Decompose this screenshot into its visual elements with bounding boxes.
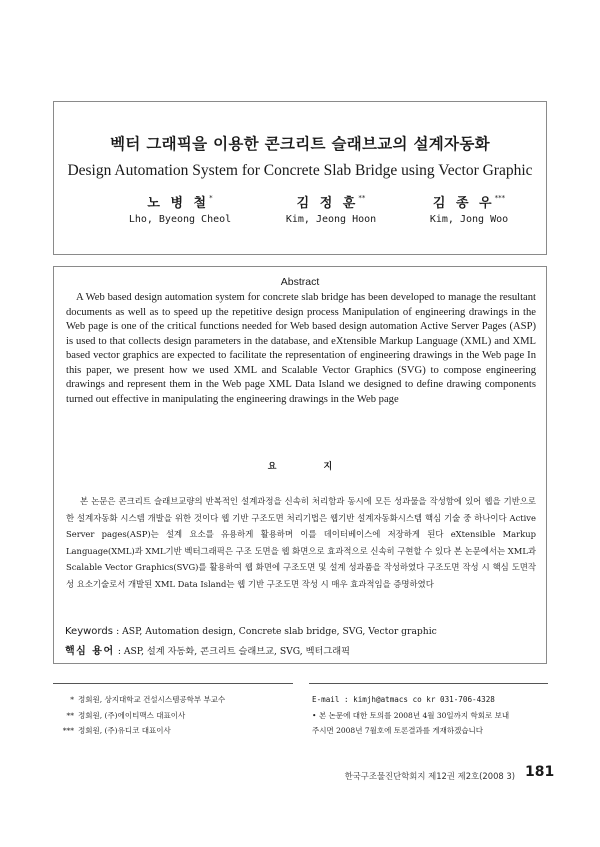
summary-heading: 요 지 [267, 462, 355, 472]
abstract-heading: Abstract [280, 276, 320, 288]
keywords-english-row: Keywords : ASP, Automation design, Concrete slab bridge, SVG, Vector graphic [65, 626, 437, 637]
author-2-korean-name: 김 정 훈** [296, 193, 366, 211]
summary-text: 본 논문은 콘크리트 슬래브교량의 반복적인 설계과정을 신속히 처리함과 동시에 모든 성과물을 작성함에 있어 웹을 기반으로 한 설계자동화 시스템 개발을 위한 것이다 웹 기반 구조도면 처리기법은 웹기반 설계자동화시스템 핵심 기술 중 하나이다 Active Server pages(ASP)는 설계 요소를 유용하게 활용하며 이를 데이터베이스에 저장하게 된다 eXtensible Markup Language(XML)과 XML기반 벡터그래픽은 구조 도면을 웹 화면으로 효과적으로 신속히 구현할 수 있다 본 논문에서는 XML과 Scalable Vector Graphics(SVG)를 활용하여 웹 화면에 구조도면 및 설계 성과품을 작성하였다 구조도면 작성 시 핵심 도면작성 요소기술로서 개발된 XML Data Island는 웹 기반 구조도면 작성 시 매우 효과적임을 증명하였다 [66, 496, 536, 589]
author-3-english-name: Kim, Jong Woo [429, 214, 509, 225]
page-number: 181 [525, 764, 555, 780]
keywords-korean-label: 핵심 용어 [65, 646, 115, 657]
footnote-1: * 정회원, 상지대학교 건설시스템공학부 부교수 [70, 695, 226, 704]
keywords-korean-row: 핵심 용어 : ASP, 설계 자동화, 콘크리트 슬래브교, SVG, 벡터그래픽 [65, 646, 350, 657]
keywords-korean-value: ASP, 설계 자동화, 콘크리트 슬래브교, SVG, 벡터그래픽 [123, 646, 350, 657]
abstract-text: A Web based design automation system for concrete slab bridge has been developed to manage the resultant documents as well as to speed up the repetitive design process Manipulation of engineering drawings in the Web page is one of the critical functions needed for Web based design automation Active Server Pages (ASP) is used to that collects design parameters in the database, and eXtensible Markup Language (XML) and XML based vector graphics are expected to facilitate the representation of engineering drawings in the Web page In this paper, we present how we used XML and Scalable Vector Graphics (SVG) to compose engineering drawings and represent them in the Web page XML Data Island we designed to define drawing components turned out effective in manipulating the engineering drawings in the Web page [66, 292, 536, 405]
discussion-notice-line-1: • 본 논문에 대한 토의를 2008년 4월 30일까지 학회로 보내 [312, 710, 510, 720]
keywords-english-value: ASP, Automation design, Concrete slab bridge, SVG, Vector graphic [122, 626, 437, 637]
abstract-box [53, 266, 547, 664]
title-box [53, 101, 547, 255]
author-3-mark: *** [494, 193, 506, 202]
journal-citation: 한국구조물진단학회지 제12권 제2호(2008 3) [344, 771, 515, 781]
affiliation-footnotes [56, 692, 296, 739]
author-1-english-name: Lho, Byeong Cheol [128, 214, 232, 225]
author-2-english-name: Kim, Jeong Hoon [285, 214, 377, 225]
author-1-korean-name: 노 병 철* [147, 193, 213, 211]
footnote-rule-right [309, 683, 548, 684]
paper-title-korean: 벡터 그래픽을 이용한 콘크리트 슬래브교의 설계자동화 [110, 135, 490, 153]
paper-title-english: Design Automation System for Concrete Slab Bridge using Vector Graphic [67, 162, 533, 179]
contact-footnotes [312, 692, 548, 739]
author-1-mark: * [209, 193, 213, 202]
footnote-rule-left [53, 683, 293, 684]
keywords-english-label: Keywords [65, 626, 113, 637]
author-3-korean-name: 김 종 우*** [432, 193, 506, 211]
corresponding-email: E-mail : kimjh@atmacs co kr 031-706-4328 [312, 695, 495, 704]
discussion-notice-line-2: 주시면 2008년 7월호에 토론결과를 게재하겠습니다 [312, 726, 484, 735]
footnote-3: *** 정회원, (주)유디코 대표이사 [62, 726, 171, 735]
author-2-mark: ** [358, 193, 366, 202]
footnote-2: ** 정회원, (주)에이티맥스 대표이사 [66, 710, 186, 720]
